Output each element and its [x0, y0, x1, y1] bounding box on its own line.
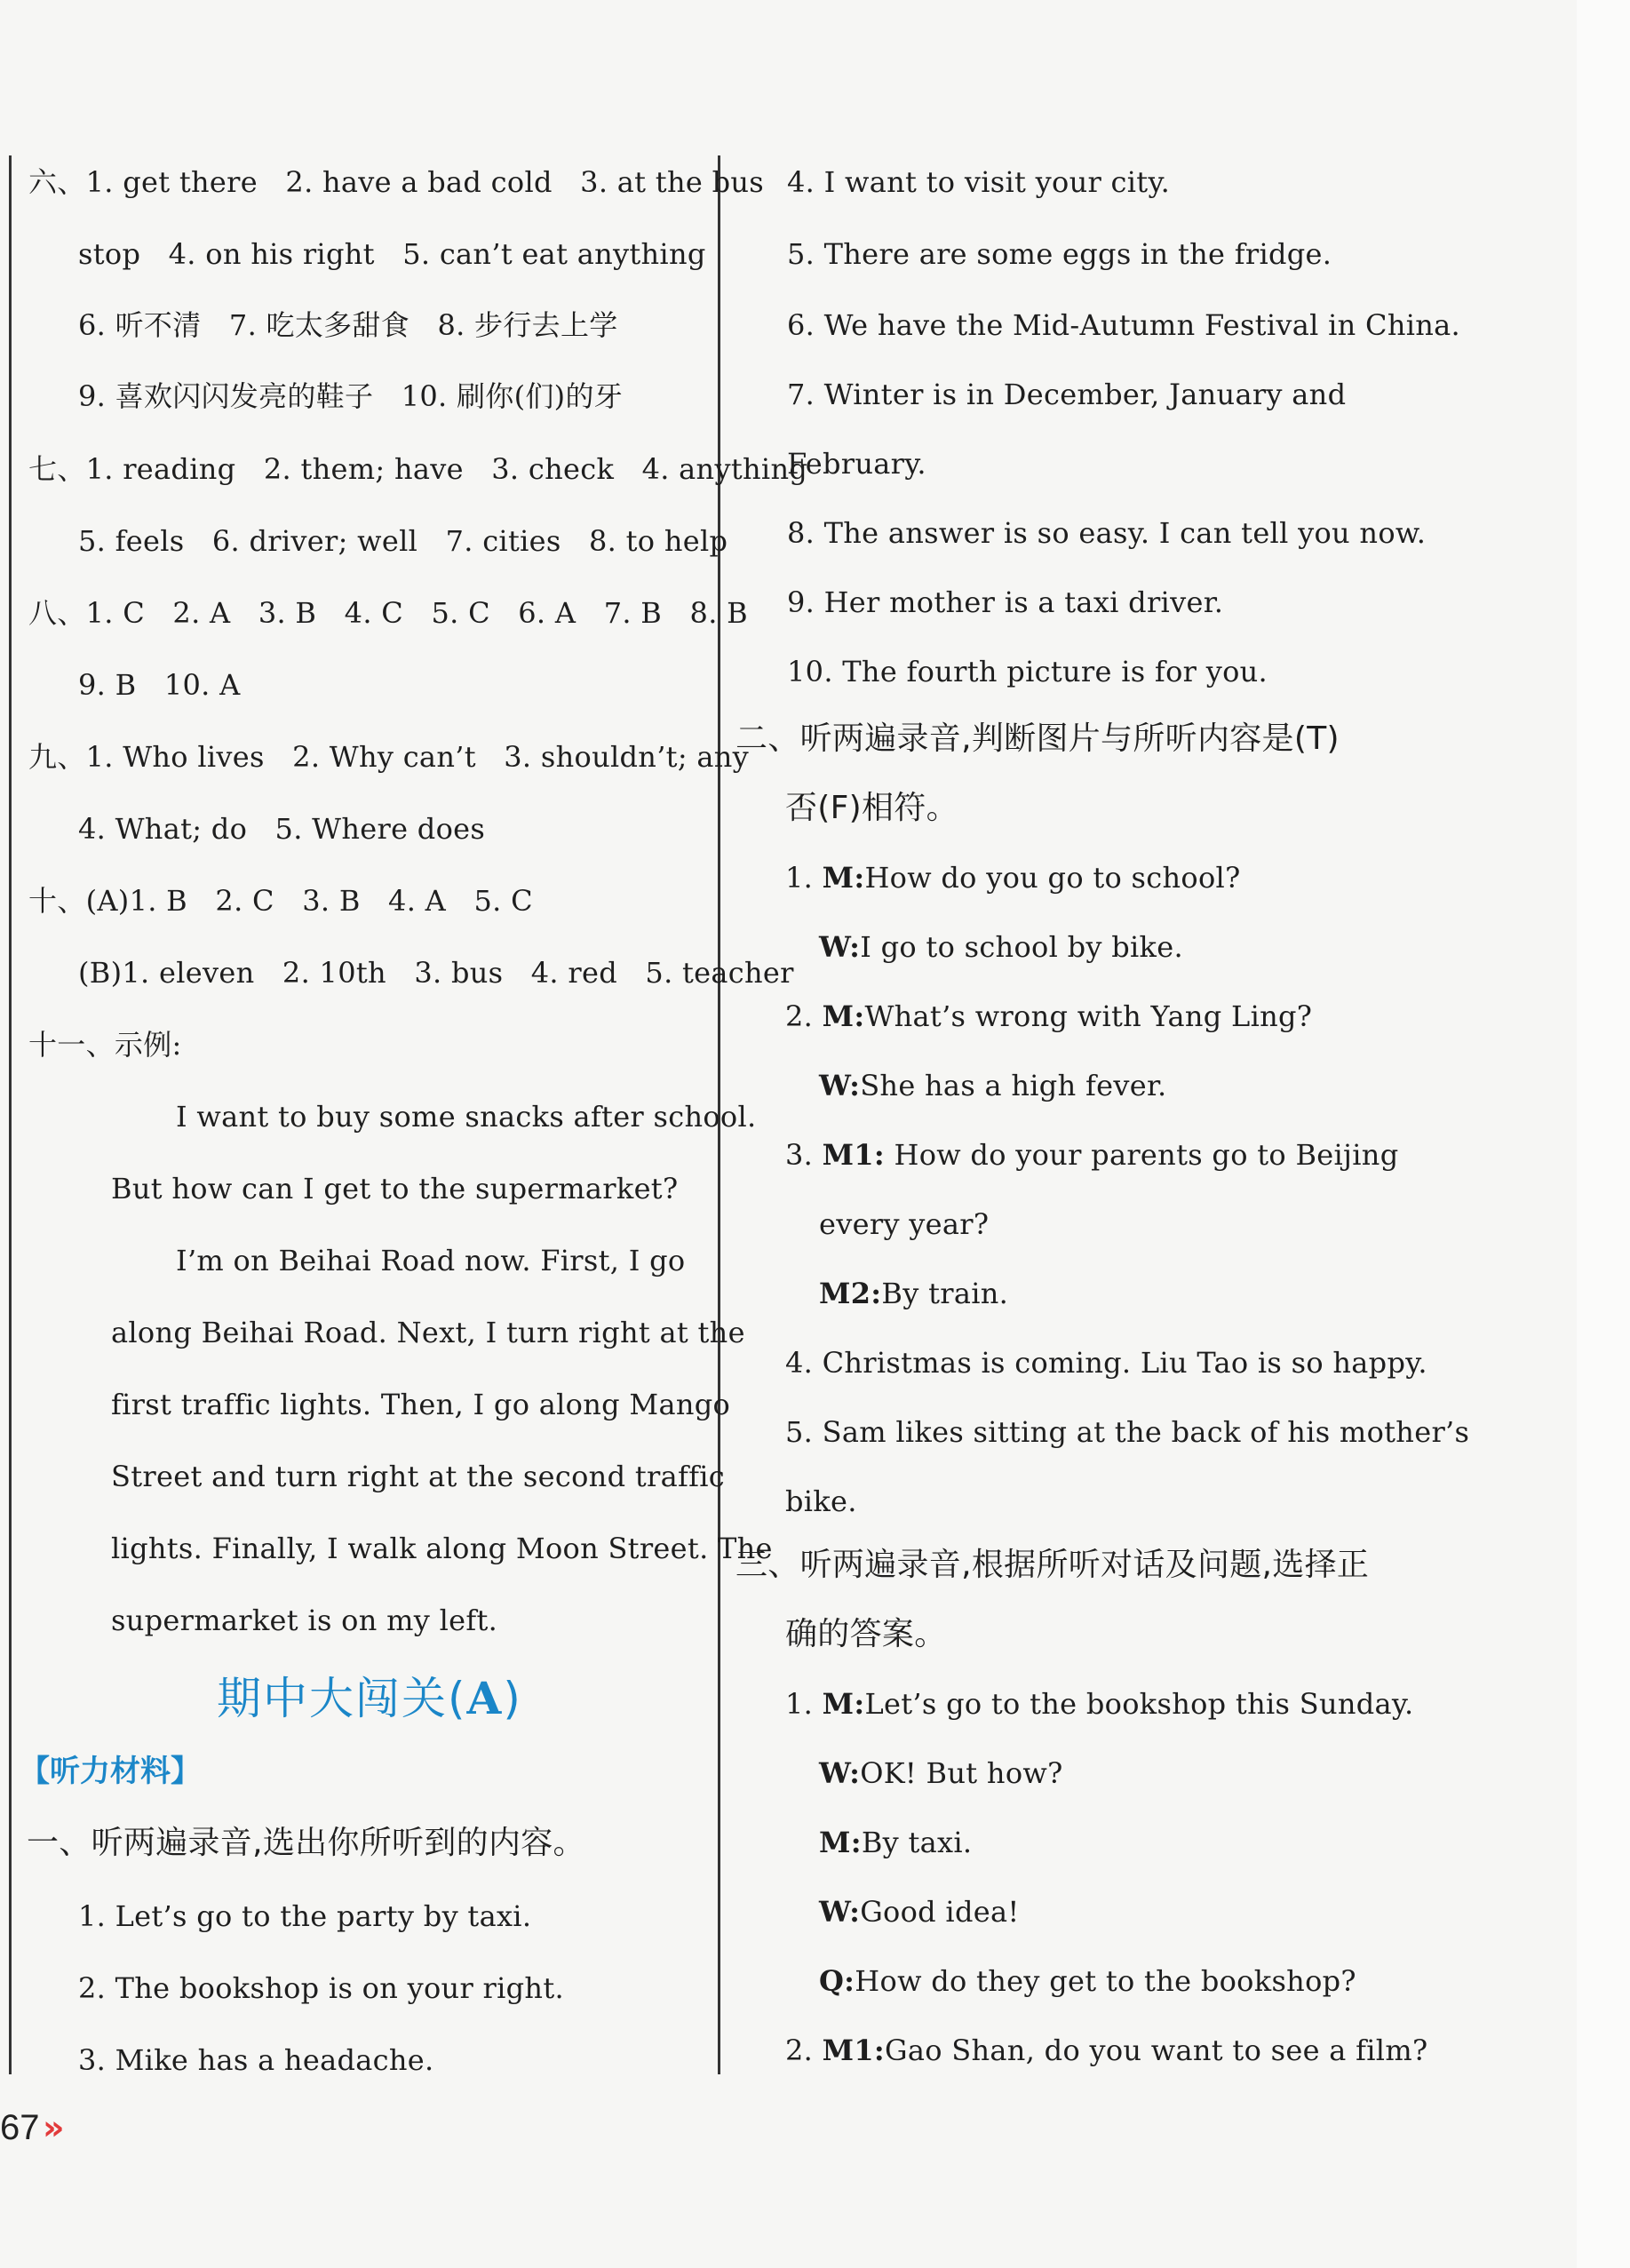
question-two-item-5-cont: bike.	[785, 1484, 857, 1518]
question-three-line-4: W:Good idea!	[819, 1895, 1020, 1929]
question-two-line-2: W:I go to school by bike.	[819, 930, 1183, 964]
page-edge	[1577, 0, 1630, 2268]
sample-text-line-2: But how can I get to the supermarket?	[111, 1172, 679, 1206]
question-one-item-8: 8. The answer is so easy. I can tell you now.	[787, 516, 1427, 550]
answer-ten-line-2: (B)1. eleven 2. 10th 3. bus 4. red 5. teacher	[78, 956, 794, 990]
left-margin-rule	[9, 155, 12, 2074]
answer-nine-line-1: 九、1. Who lives 2. Why can’t 3. shouldn’t; any	[28, 740, 750, 774]
question-one-item-7: 7. Winter is in December, January and	[787, 378, 1347, 411]
question-one-item-5: 5. There are some eggs in the fridge.	[787, 237, 1332, 271]
question-two-item-5: 5. Sam likes sitting at the back of his mother’s	[785, 1415, 1470, 1449]
answer-nine-line-2: 4. What; do 5. Where does	[78, 812, 486, 846]
question-three-heading-1: 三、听两遍录音,根据所听对话及问题,选择正	[735, 1547, 1370, 1583]
page-number: 67	[0, 2108, 40, 2147]
question-one-item-2: 2. The bookshop is on your right.	[78, 1971, 564, 2005]
answer-eleven-heading: 十一、示例:	[28, 1028, 182, 1062]
sample-text-line-6: Street and turn right at the second traffic	[111, 1460, 726, 1493]
question-one-item-3: 3. Mike has a headache.	[78, 2043, 434, 2077]
chevron-right-icon: »	[43, 2108, 58, 2147]
question-one-item-7-cont: February.	[787, 447, 926, 481]
answer-ten-line-1: 十、(A)1. B 2. C 3. B 4. A 5. C	[28, 884, 533, 918]
answer-seven-line-2: 5. feels 6. driver; well 7. cities 8. to help	[78, 524, 728, 558]
sample-text-line-7: lights. Finally, I walk along Moon Street. The	[111, 1532, 773, 1565]
question-one-item-4: 4. I want to visit your city.	[787, 165, 1171, 199]
answer-eight-line-1: 八、1. C 2. A 3. B 4. C 5. C 6. A 7. B 8. B	[28, 596, 748, 630]
question-two-line-4: W:She has a high fever.	[819, 1069, 1167, 1102]
answer-six-line-2: stop 4. on his right 5. can’t eat anything	[78, 237, 706, 271]
section-title: 期中大闯关(A)	[217, 1672, 522, 1724]
answer-six-line-1: 六、1. get there 2. have a bad cold 3. at the bus	[28, 165, 764, 199]
question-three-line-1: 1. M:Let’s go to the bookshop this Sunday.	[785, 1687, 1414, 1721]
question-one-item-10: 10. The fourth picture is for you.	[787, 655, 1268, 688]
question-one-item-6: 6. We have the Mid-Autumn Festival in China.	[787, 308, 1461, 342]
sample-text-line-8: supermarket is on my left.	[111, 1604, 498, 1637]
answer-six-line-3: 6. 听不清 7. 吃太多甜食 8. 步行去上学	[78, 308, 618, 342]
question-two-line-7: M2:By train.	[819, 1277, 1009, 1310]
answer-eight-line-2: 9. B 10. A	[78, 668, 241, 702]
question-three-line-3: M:By taxi.	[819, 1826, 973, 1859]
question-one-heading: 一、听两遍录音,选出你所听到的内容。	[27, 1825, 585, 1861]
question-one-item-1: 1. Let’s go to the party by taxi.	[78, 1899, 532, 1933]
question-two-line-1: 1. M:How do you go to school?	[785, 861, 1241, 895]
question-two-line-3: 2. M:What’s wrong with Yang Ling?	[785, 999, 1313, 1033]
question-three-heading-2: 确的答案。	[785, 1616, 947, 1652]
answer-seven-line-1: 七、1. reading 2. them; have 3. check 4. anything	[28, 452, 808, 486]
sample-text-line-5: first traffic lights. Then, I go along Mango	[111, 1388, 731, 1421]
sample-text-line-4: along Beihai Road. Next, I turn right at the	[111, 1316, 745, 1349]
question-three-line-6: 2. M1:Gao Shan, do you want to see a film?	[785, 2033, 1428, 2067]
question-two-line-5: 3. M1: How do your parents go to Beijing	[785, 1138, 1399, 1172]
question-two-line-6: every year?	[819, 1207, 990, 1241]
question-two-item-4: 4. Christmas is coming. Liu Tao is so happy.	[785, 1346, 1427, 1380]
sample-text-line-1: I want to buy some snacks after school.	[176, 1100, 757, 1134]
answer-six-line-4: 9. 喜欢闪闪发亮的鞋子 10. 刷你(们)的牙	[78, 379, 624, 413]
question-two-heading-1: 二、听两遍录音,判断图片与所听内容是(T)	[735, 720, 1340, 757]
listening-materials-tag: 【听力材料】	[20, 1754, 201, 1789]
question-three-line-5: Q:How do they get to the bookshop?	[819, 1964, 1356, 1998]
question-one-item-9: 9. Her mother is a taxi driver.	[787, 585, 1224, 619]
sample-text-line-3: I’m on Beihai Road now. First, I go	[176, 1244, 686, 1277]
question-two-heading-2: 否(F)相符。	[785, 790, 958, 826]
question-three-line-2: W:OK! But how?	[819, 1756, 1063, 1790]
